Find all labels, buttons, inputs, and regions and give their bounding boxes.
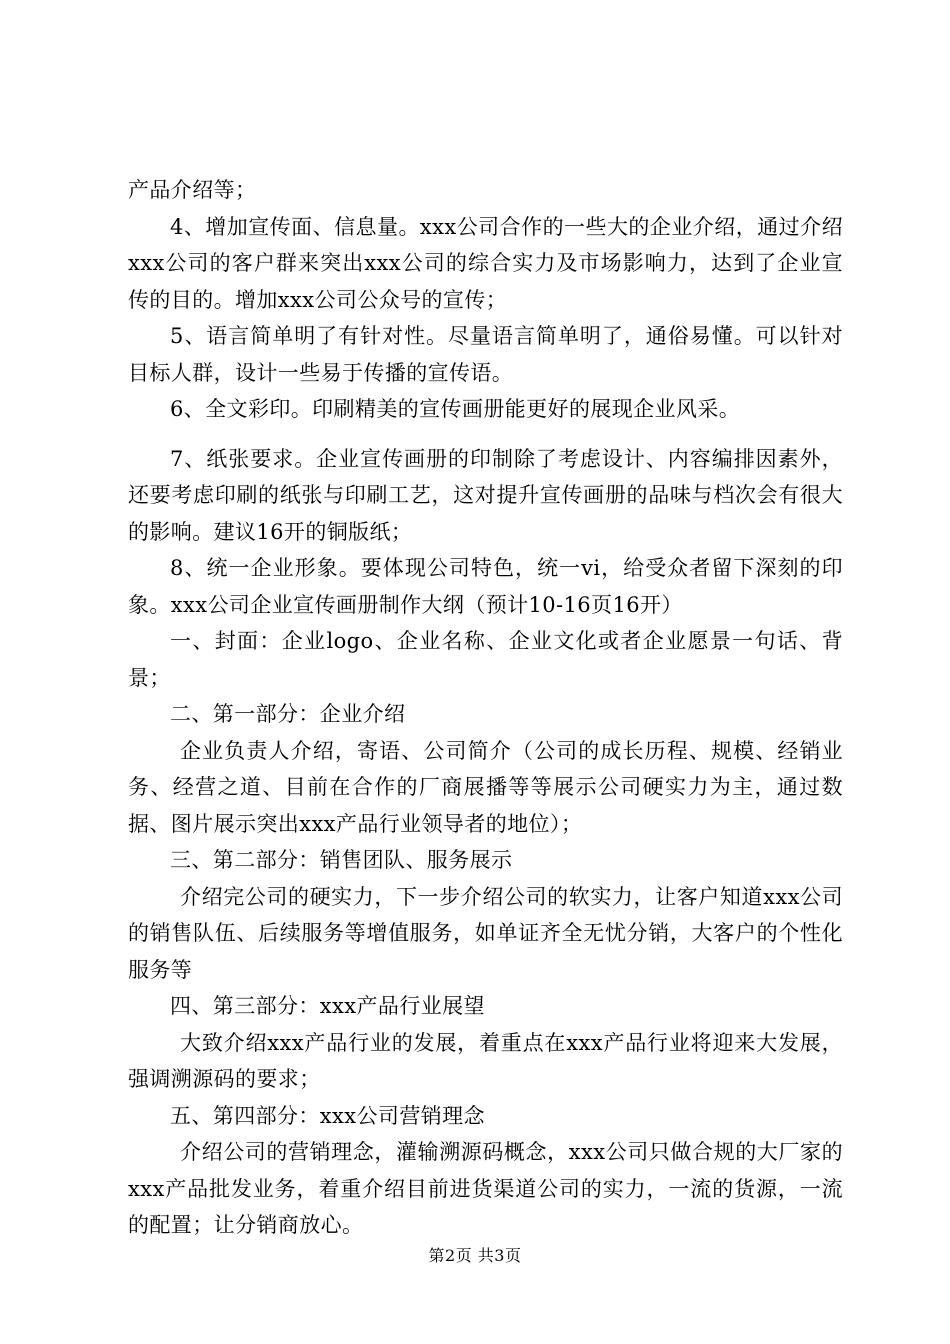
document-body	[128, 172, 843, 1244]
page-number-footer: 第2页 共3页	[428, 1246, 522, 1265]
paragraph-item-7: 7、纸张要求。企业宣传画册的印制除了考虑设计、内容编排因素外，还要考虑印刷的纸张与印刷工艺，这对提升宣传画册的品味与档次会有很大的影响。建议16开的铜版纸；	[128, 446, 843, 544]
outline-part-2-body: 介绍完公司的硬实力，下一步介绍公司的软实力，让客户知道xxx公司的销售队伍、后续服务等增值服务，如单证齐全无忧分销，大客户的个性化服务等	[128, 884, 843, 982]
paragraph-item-5: 5、语言简单明了有针对性。尽量语言简单明了，通俗易懂。可以针对目标人群，设计一些易于传播的宣传语。	[128, 324, 843, 385]
paragraph-item-6: 6、全文彩印。印刷精美的宣传画册能更好的展现企业风采。	[170, 397, 741, 421]
outline-part-3-heading: 四、第三部分：xxx产品行业展望	[170, 994, 485, 1018]
paragraph-item-8: 8、统一企业形象。要体现公司特色，统一vi，给受众者留下深刻的印象。xxx公司企业宣传画册制作大纲（预计10-16页16开）	[128, 556, 843, 617]
outline-cover: 一、封面：企业logo、企业名称、企业文化或者企业愿景一句话、背景；	[128, 629, 843, 690]
outline-part-1-body: 企业负责人介绍，寄语、公司简介（公司的成长历程、规模、经销业务、经营之道、目前在合作的厂商展播等等展示公司硬实力为主，通过数据、图片展示突出xxx产品行业领导者的地位）；	[128, 738, 843, 836]
outline-part-4-heading: 五、第四部分：xxx公司营销理念	[170, 1103, 485, 1128]
paragraph-item-4: 4、增加宣传面、信息量。xxx公司合作的一些大的企业介绍，通过介绍xxx公司的客户群来突出xxx公司的综合实力及市场影响力，达到了企业宣传的目的。增加xxx公司公众号的宣传；	[128, 214, 843, 312]
outline-part-2-heading: 三、第二部分：销售团队、服务展示	[170, 848, 513, 872]
outline-part-4-body: 介绍公司的营销理念，灌输溯源码概念，xxx公司只做合规的大厂家的xxx产品批发业务，着重介绍目前进货渠道公司的实力，一流的货源，一流的配置；让分销商放心。	[128, 1140, 843, 1237]
outline-part-1-heading: 二、第一部分：企业介绍	[170, 702, 406, 726]
outline-part-3-body: 大致介绍xxx产品行业的发展，着重点在xxx产品行业将迎来大发展，强调溯源码的要求；	[128, 1030, 843, 1091]
paragraph-continuation: 产品介绍等；	[128, 178, 257, 202]
